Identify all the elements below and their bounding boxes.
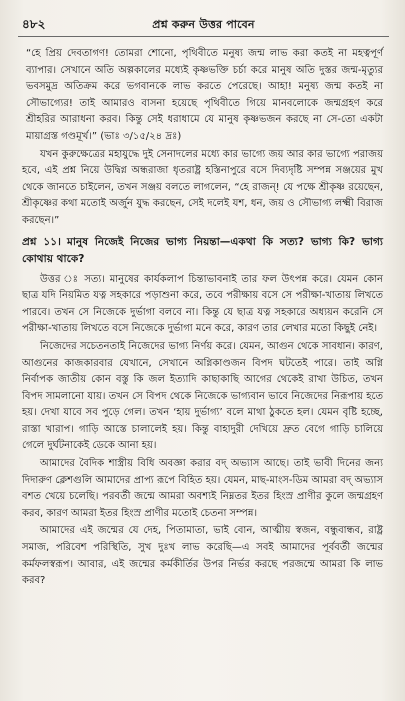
page-number: ৪৮২ [22, 17, 46, 31]
answer-paragraph: আমাদের এই জন্মের যে দেহ, পিতামাতা, ভাই বোন, আত্মীয় স্বজন, বন্ধুবান্ধব, রাষ্ট্র সমাজ, পরিবেশ পরিস্থিতি, সুখ দুঃখ লাভ করেছি—এ সবই আমাদের পূর্ববর্তী জন্মের কর্মফলস্বরূপ। আবার, এই জন্মের কর্মকীর্তির উপর নির্ভর করছে পরজন্মে আমরা কি লাভ করব? [22, 525, 383, 587]
answer-paragraph: নিজেদের সচেতনতাই নিজেদের ভাগ্য নির্ণয় করে। যেমন, আগুন থেকে সাবধান। কারণ, আগুনের কাজকারবার যেখানে, সেখানে অগ্নিকাণ্ডজন বিপদ ঘটতেই পারে। তাই অগ্নি নির্বাপক জাতীয় কোন বস্তু কি জল ইত্যাদি কাছাকাছি আগের থেকেই রাখা উচিত, তখন বিপদ সামলানো যায়। তখন সে বিপদ থেকে নিজেকে ভাগ্যবান ভাবে নিজেদের নিরূপায় হতে হয়। দেখা যাবে সব পুড়ে গেল। তখন ‘হায় দুর্ভাগ্য’ বলে মাথা ঠুকতে হল। যেমন বৃষ্টি হচ্ছে, রাস্তা খারাপ। গাড়ি আস্তে চালালেই হয়। কিন্তু বাহাদুরী দেখিয়ে দ্রুত বেগে গাড়ি চালিয়ে গেলে দুর্ঘটনাকেই ডেকে আনা হয়। [22, 340, 383, 452]
page-body [22, 46, 383, 591]
answer-paragraph: উত্তর ঃ সত্য। মানুষের কার্যকলাপ চিন্তাভাবনাই তার ফল উৎপন্ন করে। যেমন কোন ছাত্র যদি নিয়মিত যত্ন সহকারে পড়াশুনা করে, তবে পরীক্ষায় বসে সে পরীক্ষা-খাতায় লিখতে পারবে। তখন সে নিজেকে দুর্ভাগা বলবে না। কিন্তু যে ছাত্র যত্ন সহকারে অধ্যয়ন করেনি সে পরীক্ষা-খাতায় লিখতে বসে নিজেকে দুর্ভাগা মনে করে, কারণ তার লেখার মতো কিছুই নেই। [22, 273, 383, 335]
question-number: প্রশ্ন ১১। [22, 235, 61, 248]
page-header [18, 14, 389, 37]
question-heading [22, 234, 383, 268]
body-paragraph: যখন কুরুক্ষেত্রের মহাযুদ্ধে দুই সেনাদলের মধ্যে কার ভাগ্যে জয় আর কার ভাগ্যে পরাজয় হবে, এই প্রশ্ন নিয়ে উদ্বিগ্ন অন্ধরাজা ধৃতরাষ্ট্র হস্তিনাপুরে বসে দিব্যদৃষ্টি সম্পন্ন সঞ্জয়ের মুখ থেকে জানতে চাইলেন, তখন সঞ্জয় বলতে লাগলেন, “হে রাজন্! যে পক্ষে শ্রীকৃষ্ণ রয়েছেন, শ্রীকৃষ্ণের কথা মতোই অর্জুন যুদ্ধ করছেন, সেই দলেই যশ, ধন, জয় ও সৌভাগ্য লক্ষ্মী বিরাজ করছেন।” [22, 148, 383, 226]
question-text: মানুষ নিজেই নিজের ভাগ্য নিয়ন্তা—একথা কি সত্য? ভাগ্য কি? ভাগ্য কোথায় থাকে? [22, 235, 383, 265]
scripture-quote: “হে প্রিয় দেবতাগণ! তোমরা শোনো, পৃথিবীতে মনুষ্য জন্ম লাভ করা কতই না মহত্বপূর্ণ ব্যাপার। সেখানে অতি অল্পকালের মধ্যেই কৃষ্ণভক্তি চর্চা করে মানুষ অতি দুস্তর জন্ম-মৃত্যুর ভবসমুদ্র অতিক্রম করে ভগবানকে লাভ করতে পেরেছে। আহা! মনুষ্য জন্ম কতই না সৌভাগ্যের! তাই আমারও বাসনা হয়েছে পৃথিবীতে গিয়ে মানবলোকে জন্মগ্রহণ করে শ্রীহরির আরাধনা করব। কিন্তু সেই ধরাধামে যে মানুষ কৃষ্ণভজন করছে না সে-তো একটা মায়াগ্রস্ত গণ্ডমূর্খ।” (ভাঃ ৩/১৫/২৪ দ্রঃ) [26, 48, 383, 142]
running-title: প্রশ্ন করুন উত্তর পাবেন [152, 18, 255, 31]
answer-paragraph: আমাদের বৈদিক শাস্ত্রীয় বিধি অবজ্ঞা করার বদ্ অভ্যাস আছে। তাই ভাবী দিনের জন্য দিদারুণ ক্লেশগুলি আমাদের প্রাপ্য রূপে বিহিত হয়। যেমন, মাছ-মাংস-ডিম আমরা বদ্ অভ্যাস বশত খেয়ে চলেছি। পরবর্তী জন্মে আমরা অবশ্যই নিম্নতর ইতর হিংস্র প্রাণীর কুলে জন্মগ্রহণ করব, কারণ আমরা ইতর হিংস্র প্রাণীর মতোই চেতনা সম্পন্ন। [22, 458, 383, 519]
